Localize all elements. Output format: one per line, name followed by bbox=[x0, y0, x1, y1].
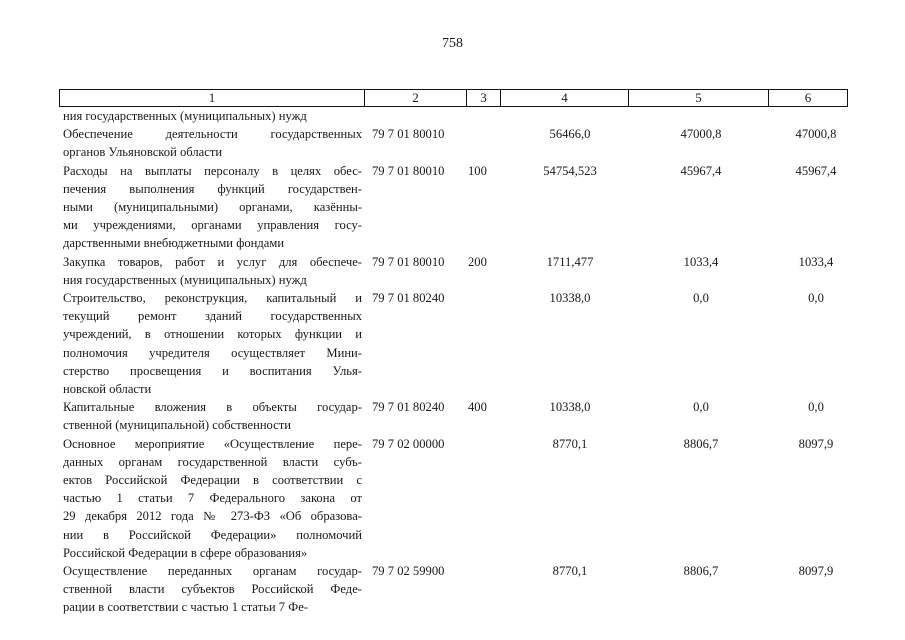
table-row bbox=[59, 398, 848, 434]
row-description bbox=[59, 562, 364, 617]
table-row bbox=[59, 253, 848, 289]
row-value-col-6: 47000,8 bbox=[795, 127, 837, 142]
description-line: учреждений, в отношении которых функции и bbox=[63, 327, 362, 342]
description-line: ектов Российской Федерации в соответствии с bbox=[63, 473, 362, 488]
header-col-1: 1 bbox=[60, 90, 365, 106]
description-line: ными (муниципальными) органами, казённы- bbox=[63, 200, 362, 215]
row-value-col-6 bbox=[768, 107, 848, 125]
table-body bbox=[59, 107, 848, 617]
row-target-code bbox=[364, 107, 466, 125]
table-row bbox=[59, 107, 848, 125]
row-expense-kind bbox=[466, 107, 500, 125]
row-value-col-4: 1711,477 bbox=[546, 254, 594, 269]
row-value-col-6: 0,0 bbox=[808, 291, 824, 306]
row-description bbox=[59, 107, 364, 125]
description-line: ственной власти субъектов Российской Феде- bbox=[63, 582, 362, 597]
header-col-2: 2 bbox=[365, 90, 467, 106]
description-line: 29 декабря 2012 года № 273-ФЗ «Об образова- bbox=[63, 509, 362, 524]
row-expense-kind bbox=[466, 125, 500, 161]
row-description bbox=[59, 435, 364, 562]
row-description bbox=[59, 162, 364, 253]
description-line: текущий ремонт зданий государственных bbox=[63, 309, 362, 324]
description-line: полномочия учредителя осуществляет Мини- bbox=[63, 345, 362, 360]
row-expense-kind bbox=[466, 562, 500, 617]
table-header bbox=[59, 89, 848, 107]
table-row bbox=[59, 125, 848, 161]
row-value-col-5: 8806,7 bbox=[683, 564, 719, 579]
row-target-code: 79 7 01 80010 bbox=[372, 254, 445, 269]
description-line: Капитальные вложения в объекты государ- bbox=[63, 400, 362, 415]
row-value-col-5: 8806,7 bbox=[683, 436, 719, 451]
row-value-col-4: 54754,523 bbox=[543, 163, 597, 178]
header-col-5: 5 bbox=[629, 90, 769, 106]
row-value-col-5: 0,0 bbox=[693, 291, 709, 306]
description-line: Расходы на выплаты персоналу в целях обес- bbox=[63, 163, 362, 178]
row-expense-kind: 100 bbox=[468, 163, 487, 178]
description-line: нии в Российской Федерации» полномочий bbox=[63, 527, 362, 542]
description-line: ния государственных (муниципальных) нужд bbox=[63, 109, 307, 123]
description-line: новской области bbox=[63, 382, 152, 397]
row-value-col-5: 0,0 bbox=[693, 400, 709, 415]
row-value-col-6: 0,0 bbox=[808, 400, 824, 415]
row-value-col-6: 8097,9 bbox=[798, 564, 834, 579]
table-row bbox=[59, 162, 848, 253]
row-target-code: 79 7 01 80010 bbox=[372, 163, 445, 178]
description-line: Осуществление переданных органам государ- bbox=[63, 564, 362, 579]
row-value-col-6: 1033,4 bbox=[798, 254, 834, 269]
row-value-col-5: 1033,4 bbox=[683, 254, 719, 269]
description-line: стерство просвещения и воспитания Улья- bbox=[63, 363, 362, 378]
row-value-col-5 bbox=[628, 107, 768, 125]
row-value-col-6: 8097,9 bbox=[798, 436, 834, 451]
row-target-code: 79 7 02 00000 bbox=[372, 436, 445, 451]
header-col-6: 6 bbox=[804, 90, 812, 105]
budget-table bbox=[59, 89, 848, 617]
row-expense-kind bbox=[466, 289, 500, 398]
row-target-code: 79 7 02 59900 bbox=[372, 564, 445, 579]
row-target-code: 79 7 01 80240 bbox=[372, 291, 445, 306]
row-description bbox=[59, 398, 364, 434]
row-value-col-4: 10338,0 bbox=[549, 291, 591, 306]
table-row bbox=[59, 435, 848, 562]
description-line: ми учреждениями, органами управления госу- bbox=[63, 218, 362, 233]
description-line: частью 1 статьи 7 Федерального закона от bbox=[63, 491, 362, 506]
description-line: Основное мероприятие «Осуществление пере- bbox=[63, 436, 362, 451]
row-target-code: 79 7 01 80010 bbox=[372, 127, 445, 142]
row-description bbox=[59, 289, 364, 398]
row-description bbox=[59, 253, 364, 289]
row-value-col-6: 45967,4 bbox=[795, 163, 837, 178]
row-expense-kind: 200 bbox=[468, 254, 487, 269]
row-value-col-5: 45967,4 bbox=[680, 163, 722, 178]
description-line: печения выполнения функций государствен- bbox=[63, 181, 362, 196]
description-line: Обеспечение деятельности государственных bbox=[63, 127, 362, 142]
row-value-col-4: 10338,0 bbox=[549, 400, 591, 415]
description-line: Закупка товаров, работ и услуг для обеспече- bbox=[63, 254, 362, 269]
row-value-col-4: 8770,1 bbox=[552, 436, 588, 451]
description-line: ственной (муниципальной) собственности bbox=[63, 418, 291, 433]
description-line: данных органам государственной власти субъ- bbox=[63, 454, 362, 469]
row-value-col-4 bbox=[500, 107, 628, 125]
description-line: ния государственных (муниципальных) нужд bbox=[63, 272, 307, 287]
header-col-3: 3 bbox=[467, 90, 501, 106]
description-line: Строительство, реконструкция, капитальный и bbox=[63, 291, 362, 306]
row-expense-kind bbox=[466, 435, 500, 562]
description-line: Российской Федерации в сфере образования» bbox=[63, 545, 308, 560]
row-description bbox=[59, 125, 364, 161]
table-row bbox=[59, 562, 848, 617]
row-value-col-4: 56466,0 bbox=[549, 127, 591, 142]
description-line: дарственными внебюджетными фондами bbox=[63, 236, 285, 251]
row-value-col-4: 8770,1 bbox=[552, 564, 588, 579]
page-number: 758 bbox=[442, 36, 463, 51]
description-line: рации в соответствии с частью 1 статьи 7 Фе- bbox=[63, 600, 308, 615]
table-row bbox=[59, 289, 848, 398]
row-value-col-5: 47000,8 bbox=[680, 127, 722, 142]
row-target-code: 79 7 01 80240 bbox=[372, 400, 445, 415]
header-col-4: 4 bbox=[501, 90, 629, 106]
description-line: органов Ульяновской области bbox=[63, 145, 223, 160]
row-expense-kind: 400 bbox=[468, 400, 487, 415]
